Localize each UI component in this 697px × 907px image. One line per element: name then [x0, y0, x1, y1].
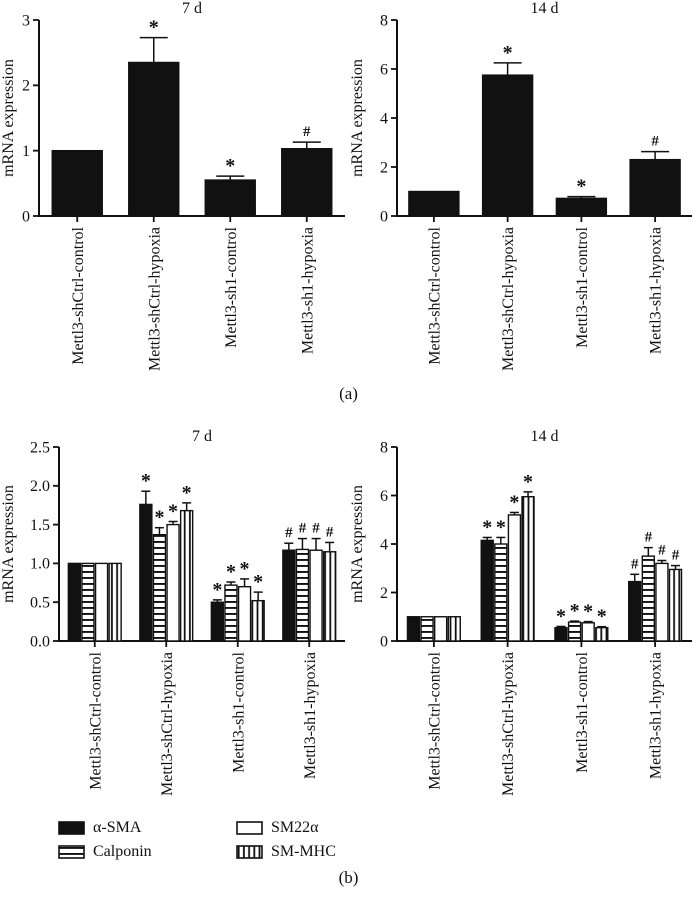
y-axis-label: mRNA expression: [349, 485, 366, 603]
significance-marker: *: [154, 506, 165, 529]
bar: [483, 75, 533, 216]
significance-marker: #: [312, 520, 320, 537]
bar: [96, 563, 108, 641]
y-tick-label: 2.5: [30, 439, 50, 457]
bar: [670, 569, 682, 641]
category-label: Mettl3-sh1-control: [230, 652, 248, 773]
significance-marker: *: [140, 470, 151, 493]
bar: [448, 617, 460, 641]
category-label: Mettl3-sh1-hypoxia: [647, 227, 665, 355]
significance-marker: *: [583, 600, 594, 623]
bar: [421, 617, 433, 641]
alpha-sma-swatch-icon: [58, 821, 85, 835]
legend-label-alpha-sma: α-SMA: [93, 819, 142, 836]
bar: [205, 180, 255, 216]
legend-item-sm-mhc: [236, 843, 336, 861]
bar: [239, 587, 251, 641]
y-tick-label: 0: [380, 208, 388, 226]
significance-marker: *: [509, 491, 520, 514]
category-label: Mettl3-shCtrl-control: [87, 652, 105, 790]
chart-b-14d: [349, 425, 697, 816]
significance-marker: *: [495, 516, 506, 539]
bar: [296, 549, 308, 641]
category-label: Mettl3-sh1-control: [222, 227, 240, 348]
y-axis-label: mRNA expression: [349, 59, 366, 177]
category-label: Mettl3-shCtrl-hypoxia: [146, 227, 164, 371]
y-tick-label: 2: [22, 77, 30, 95]
legend-item-sm22a: [236, 819, 336, 837]
chart-a-14d: [349, 0, 697, 420]
bar: [596, 628, 608, 641]
bar: [109, 563, 121, 641]
category-label: Mettl3-shCtrl-control: [426, 227, 444, 365]
significance-marker: *: [212, 578, 223, 601]
y-tick-label: 2: [380, 584, 388, 602]
sm-mhc-swatch-icon: [236, 845, 263, 859]
bar: [282, 149, 332, 216]
panel-a-label: (a): [339, 384, 358, 403]
bar: [435, 617, 447, 641]
chart-a-7d: [0, 0, 348, 420]
y-tick-label: 1.0: [30, 555, 50, 573]
bar: [153, 535, 165, 641]
bar: [310, 550, 322, 641]
legend-label-calponin: Calponin: [93, 843, 152, 860]
category-label: Mettl3-shCtrl-control: [69, 227, 87, 365]
bar: [481, 540, 493, 641]
significance-marker: *: [596, 605, 607, 628]
bar: [630, 160, 680, 216]
legend-item-calponin: [58, 843, 236, 861]
significance-marker: #: [630, 556, 639, 573]
bar: [225, 585, 237, 641]
y-tick-label: 4: [380, 536, 388, 554]
bar: [508, 515, 520, 641]
significance-marker: *: [225, 561, 236, 584]
category-label: Mettl3-sh1-control: [573, 227, 591, 348]
y-tick-label: 1: [22, 142, 30, 160]
category-label: Mettl3-sh1-hypoxia: [647, 652, 665, 780]
chart-title: 7 d: [182, 0, 202, 17]
legend-swatch-rect: [59, 822, 84, 834]
bar: [629, 582, 641, 641]
legend: [58, 816, 336, 864]
y-tick-label: 4: [380, 110, 388, 128]
category-label: Mettl3-shCtrl-hypoxia: [500, 227, 518, 371]
bar: [522, 497, 534, 641]
significance-marker: *: [168, 500, 179, 523]
bar: [656, 563, 668, 641]
category-label: Mettl3-sh1-control: [573, 652, 591, 773]
significance-marker: *: [181, 481, 192, 504]
bar: [283, 550, 295, 641]
significance-marker: #: [658, 542, 666, 559]
bar: [129, 62, 179, 216]
significance-marker: *: [523, 470, 534, 493]
significance-marker: #: [285, 525, 293, 542]
bar: [556, 198, 606, 216]
bar: [167, 525, 179, 641]
bar: [569, 622, 581, 641]
chart-b-7d: [0, 425, 348, 816]
bar: [555, 628, 567, 641]
bar: [409, 192, 459, 217]
y-tick-label: 2: [380, 159, 388, 177]
category-label: Mettl3-shCtrl-hypoxia: [158, 652, 176, 796]
legend-item-alpha-sma: [58, 819, 236, 837]
bar: [252, 601, 264, 641]
chart-title: 14 d: [530, 0, 559, 17]
y-tick-label: 0.5: [30, 594, 50, 612]
y-axis-label: mRNA expression: [0, 485, 17, 603]
y-tick-label: 1.5: [30, 516, 50, 534]
calponin-swatch-icon: [58, 845, 85, 859]
category-label: Mettl3-shCtrl-hypoxia: [500, 652, 518, 796]
y-tick-label: 0.0: [30, 633, 50, 651]
y-tick-label: 8: [380, 12, 388, 30]
legend-swatch-rect: [237, 846, 262, 858]
legend-label-sm22a: SM22α: [271, 819, 319, 836]
bar: [407, 617, 419, 641]
significance-marker: #: [671, 547, 680, 564]
category-label: Mettl3-sh1-hypoxia: [299, 227, 317, 355]
significance-marker: *: [225, 155, 236, 178]
significance-marker: *: [482, 516, 493, 539]
bar: [495, 544, 507, 641]
significance-marker: *: [502, 41, 513, 64]
significance-marker: #: [651, 133, 659, 150]
sm22a-swatch-icon: [236, 821, 263, 835]
bar: [68, 563, 80, 641]
bar: [642, 556, 654, 641]
chart-title: 7 d: [192, 428, 212, 445]
bar: [582, 623, 594, 641]
legend-label-sm-mhc: SM-MHC: [271, 843, 336, 860]
significance-marker: #: [303, 124, 311, 141]
y-tick-label: 0: [380, 633, 388, 651]
y-axis-label: mRNA expression: [0, 59, 17, 177]
y-tick-label: 3: [22, 12, 30, 30]
legend-swatch-rect: [237, 822, 262, 834]
significance-marker: *: [253, 571, 264, 594]
significance-marker: *: [148, 16, 159, 39]
bar: [82, 563, 94, 641]
chart-title: 14 d: [530, 428, 559, 445]
significance-marker: *: [239, 557, 250, 580]
significance-marker: *: [555, 605, 566, 628]
bar: [324, 552, 336, 641]
y-tick-label: 8: [380, 439, 388, 457]
legend-swatch-rect: [59, 846, 84, 858]
bar: [140, 504, 152, 641]
y-tick-label: 0: [22, 208, 30, 226]
category-label: Mettl3-sh1-hypoxia: [301, 652, 319, 780]
significance-marker: *: [569, 600, 580, 623]
significance-marker: #: [298, 520, 307, 537]
panel-b-label: (b): [338, 868, 359, 887]
bar: [52, 151, 102, 216]
y-tick-label: 6: [380, 61, 388, 79]
bar: [211, 602, 223, 641]
y-tick-label: 2.0: [30, 478, 50, 496]
significance-marker: #: [325, 524, 334, 541]
bar: [181, 511, 193, 641]
y-tick-label: 6: [380, 487, 388, 505]
significance-marker: #: [644, 529, 653, 546]
category-label: Mettl3-shCtrl-control: [426, 652, 444, 790]
significance-marker: *: [576, 175, 587, 198]
